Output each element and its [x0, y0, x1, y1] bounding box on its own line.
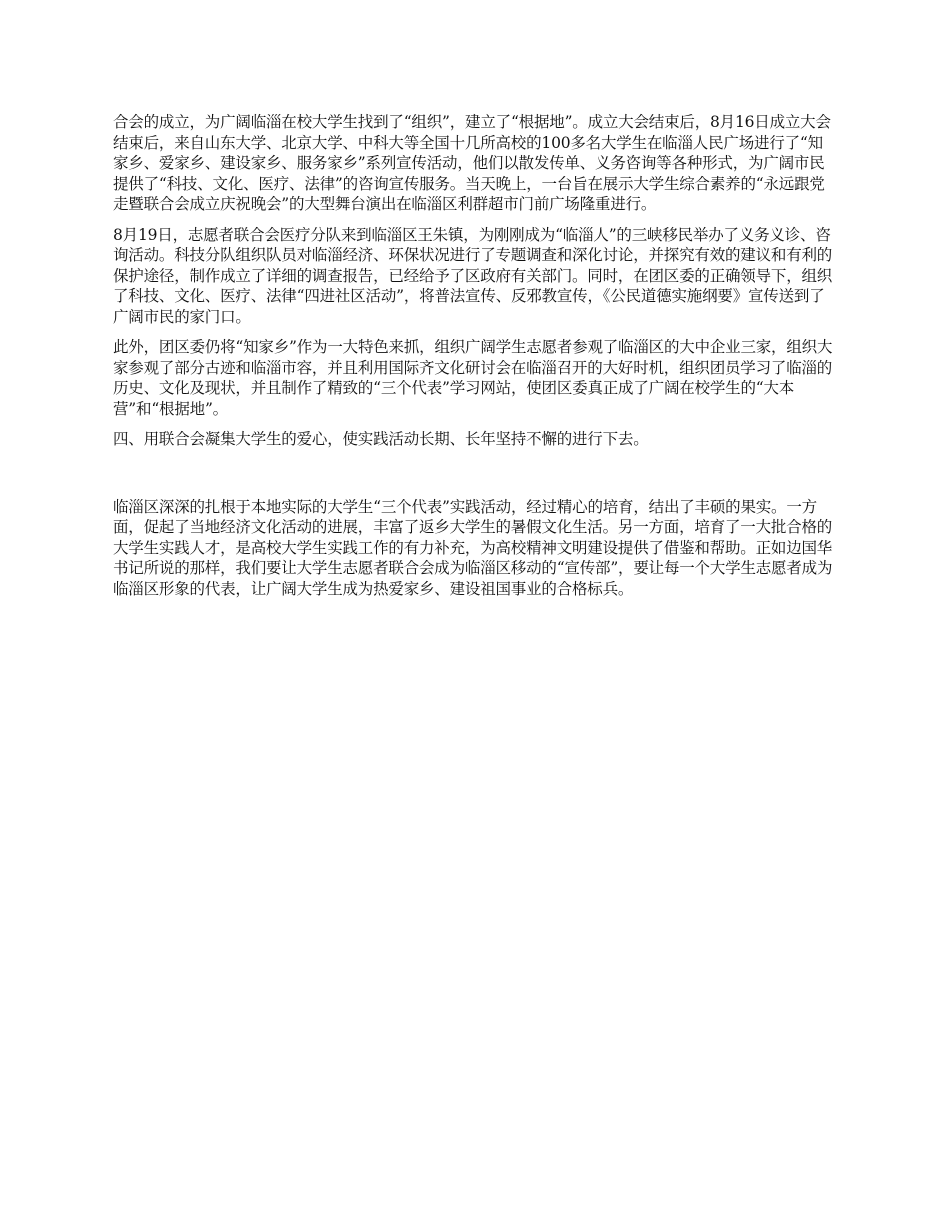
- paragraph-spacer: [113, 460, 838, 497]
- paragraph-2: 8月19日，志愿者联合会医疗分队来到临淄区王朱镇，为刚刚成为“临淄人”的三峡移民举办了义务义诊、咨询活动。科技分队组织队员对临淄经济、环保状况进行了专题调查和深化讨论，并探究有效的建议和有利的保护途径，制作成立了详细的调查报告，已经给予了区政府有关部门。同时，在团区委的正确领导下，组织了科技、文化、医疗、法律“四进社区活动”，将普法宣传、反邪教宣传，《公民道德实施纲要》宣传送到了广阔市民的家门口。: [113, 225, 833, 326]
- paragraph-3: 此外，团区委仍将“知家乡”作为一大特色来抓，组织广阔学生志愿者参观了临淄区的大中企业三家，组织大家参观了部分古迹和临淄市容，并且利用国际齐文化研讨会在临淄召开的大好时机，组织团员学习了临淄的历史、文化及现状，并且制作了精致的“三个代表”学习网站，使团区委真正成了广阔在校学生的“大本营”和“根据地”。: [113, 338, 833, 418]
- document-page: [113, 112, 838, 609]
- paragraph-1: 合会的成立，为广阔临淄在校大学生找到了“组织”，建立了“根据地”。成立大会结束后，8月16日成立大会结束后，来自山东大学、北京大学、中科大等全国十几所高校的100多名大学生在临淄人民广场进行了“知家乡、爱家乡、建设家乡、服务家乡”系列宣传活动，他们以散发传单、义务咨询等各种形式，为广阔市民提供了“科技、文化、医疗、法律”的咨询宣传服务。当天晚上，一台旨在展示大学生综合素养的“永远跟党走暨联合会成立庆祝晚会”的大型舞台演出在临淄区利群超市门前广场隆重进行。: [113, 113, 831, 213]
- section-heading: 四、用联合会凝集大学生的爱心，使实践活动长期、长年坚持不懈的进行下去。: [113, 430, 649, 448]
- paragraph-5: 临淄区深深的扎根于本地实际的大学生“三个代表”实践活动，经过精心的培育，结出了丰硕的果实。一方面，促起了当地经济文化活动的进展，丰富了返乡大学生的暑假文化生活。另一方面，培育了一大批合格的大学生实践人才，是高校大学生实践工作的有力补充，为高校精神文明建设提供了借鉴和帮助。正如边国华书记所说的那样，我们要让大学生志愿者联合会成为临淄区移动的“宣传部”，要让每一个大学生志愿者成为临淄区形象的代表，让广阔大学生成为热爱家乡、建设祖国事业的合格标兵。: [113, 497, 833, 598]
